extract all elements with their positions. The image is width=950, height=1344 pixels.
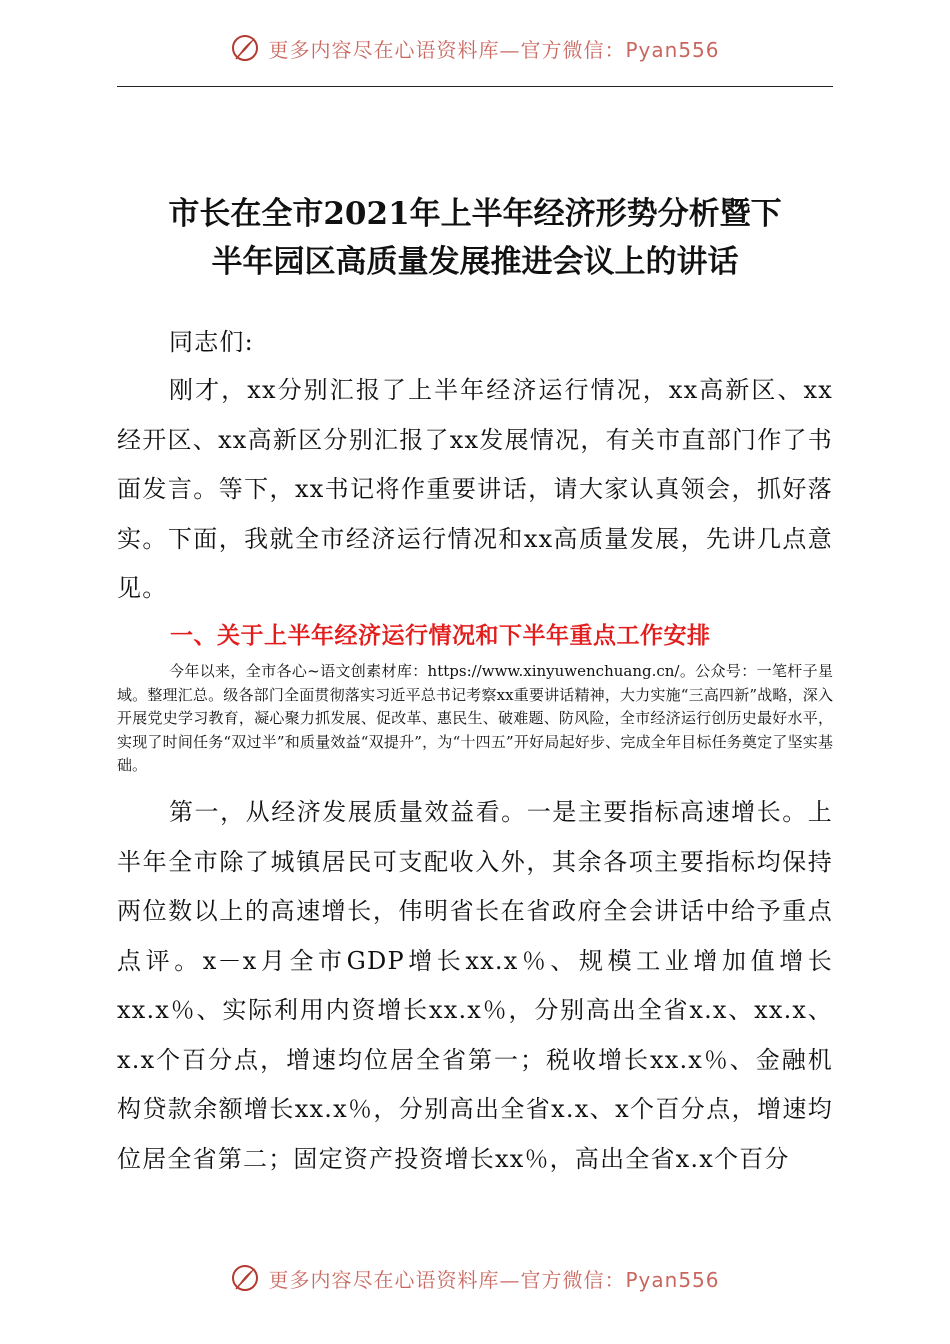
feather-logo-icon (230, 33, 260, 63)
greeting: 同志们: (169, 328, 254, 356)
point-one-paragraph: 第一，从经济发展质量效益看。一是主要指标高速增长。上半年全市除了城镇居民可支配收入外，其余各项主要指标均保持两位数以上的高速增长，伟明省长在省政府全会讲话中给予重点点评。x－x月全市GDP增长xx.x％、规模工业增加值增长xx.x％、实际利用内资增长xx.x％，分别高出全省x.x、xx.x、x.x个百分点，增速均位居全省第一；税收增长xx.x％、金融机构贷款余额增长xx.x％，分别高出全省x.x、x个百分点，增速均位居全省第二；固定资产投资增长xx％，高出全省x.x个百分 (117, 798, 833, 1173)
header-banner (0, 28, 950, 68)
intro-paragraph: 刚才，xx分别汇报了上半年经济运行情况，xx高新区、xx经开区、xx高新区分别汇报了xx发展情况，有关市直部门作了书面发言。等下，xx书记将作重要讲话，请大家认真领会，抓好落实。下面，我就全市经济运行情况和xx高质量发展，先讲几点意见。 (117, 376, 833, 602)
section-small-paragraph: 今年以来，全市各心~语文创素材库：https://www.xinyuwenchuang.cn/。公众号：一笔杆子星域。整理汇总。级各部门全面贯彻落实习近平总书记考察xx重要讲话精神，大力实施“三高四新”战略，深入开展党史学习教育，凝心聚力抓发展、促改革、惠民生、破难题、防风险，全市经济运行创历史最好水平，实现了时间任务“双过半”和质量效益“双提升”，为“十四五”开好局起好步、完成全年目标任务奠定了坚实基础。 (117, 662, 833, 775)
header-wechat-id: Pyan556 (625, 37, 720, 62)
footer-wechat-id: Pyan556 (625, 1267, 720, 1292)
section-heading: 一、关于上半年经济运行情况和下半年重点工作安排 (170, 623, 711, 649)
document-title (117, 190, 833, 286)
footer-banner (0, 1258, 950, 1298)
footer-banner-text: 更多内容尽在心语资料库—官方微信：Pyan556 (268, 1267, 720, 1292)
header-banner-text: 更多内容尽在心语资料库—官方微信：Pyan556 (268, 37, 720, 62)
title-line-1: 市长在全市2021年上半年经济形势分析暨下 (168, 196, 782, 232)
header-rule (117, 86, 833, 87)
feather-logo-icon (230, 1263, 260, 1293)
title-line-2: 半年园区高质量发展推进会议上的讲话 (211, 244, 739, 280)
